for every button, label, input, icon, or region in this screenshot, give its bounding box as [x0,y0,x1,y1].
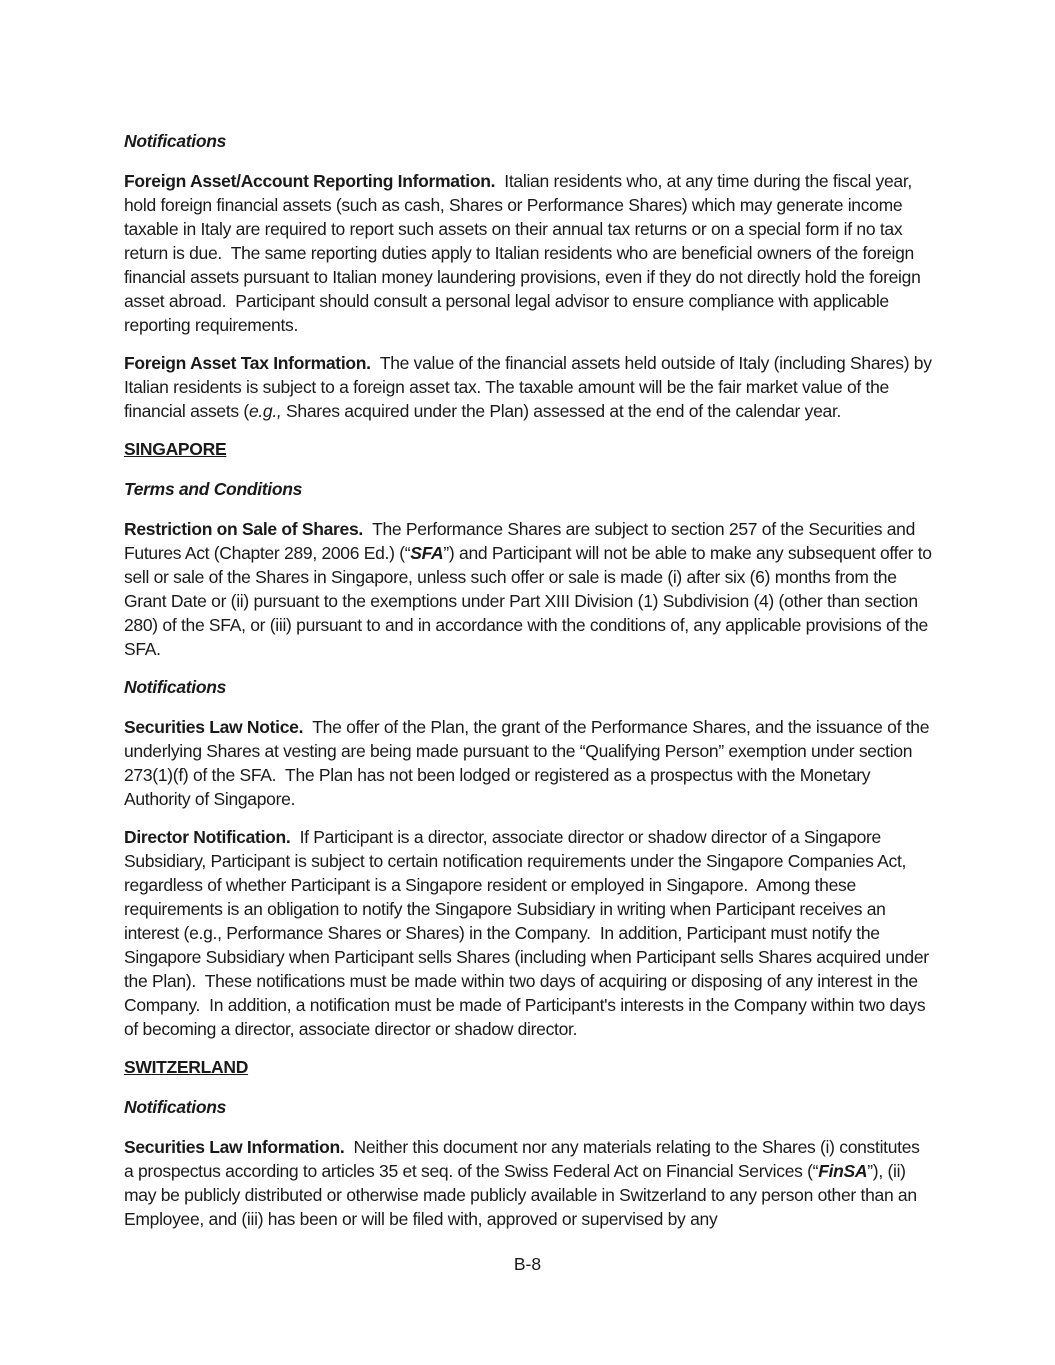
paragraph-lead-in: Foreign Asset Tax Information. [124,353,380,373]
text-run: Shares acquired under the Plan) assessed at the end of the calendar year. [281,401,842,421]
section-subheading: Notifications [124,677,227,697]
document-content [124,129,937,1231]
text-run: SFA [410,543,444,563]
paragraph-lead-in: Securities Law Information. [124,1137,354,1157]
text-run: The Performance Shares are subject to section 257 of the Securities and Futures Act (Chapter 289, 2006 Ed.) (“ [124,519,920,563]
text-run: e.g., [248,401,282,421]
text-run: If Participant is a director, associate director or shadow director of a Singapore Subsidiary, Participant is subject to certain notification requirements under the Singapore Companies Act, regardless of whether Participant is a Singapore resident or employed in Singapore. Among these requirements is an obligation to notify the Singapore Subsidiary in writing when Participant receives an interest (e.g., Performance Shares or Shares) in the Company. In addition, Participant must notify the Singapore Subsidiary when Participant sells Shares (including when Participant sells Shares acquired under the Plan). These notifications must be made within two days of acquiring or disposing of any interest in the Company. In addition, a notification must be made of Participant's interests in the Company within two days of becoming a director, associate director or shadow director. [124,827,934,1039]
section-subheading: Notifications [124,131,227,151]
paragraph-lead-in: Restriction on Sale of Shares. [124,519,373,539]
text-run: The offer of the Plan, the grant of the Performance Shares, and the issuance of the underlying Shares at vesting are being made pursuant to the “Qualifying Person” exemption under section 273(1)(f) of the SFA. The Plan has not been lodged or registered as a prospectus with the Monetary Authority of Singapore. [124,717,934,809]
text-run: FinSA [818,1161,868,1181]
paragraph [124,517,937,661]
paragraph-lead-in: Foreign Asset/Account Reporting Information. [124,171,505,191]
section-subheading: Notifications [124,1097,227,1117]
page-number: B-8 [513,1254,542,1274]
paragraph [124,825,932,1041]
paragraph [124,351,937,423]
paragraph-lead-in: Director Notification. [124,827,300,847]
country-heading: SINGAPORE [124,439,227,459]
paragraph [124,1135,932,1231]
text-run: The value of the financial assets held outside of Italy (including Shares) by Italian residents is subject to a foreign asset tax. The taxable amount will be the fair market value of the financial assets ( [124,353,937,421]
text-run: Italian residents who, at any time during the fiscal year, hold foreign financial assets (such as cash, Shares or Performance Shares) which may generate income taxable in Italy are required to report such assets on their annual tax returns or on a special form if no tax return is due. The same reporting duties apply to Italian residents who are beneficial owners of the foreign financial assets pursuant to Italian money laundering provisions, even if they do not directly hold the foreign asset abroad. Participant should consult a personal legal advisor to ensure compliance with applicable reporting requirements. [124,171,926,335]
text-run: ”), (ii) may be publicly distributed or otherwise made publicly available in Switzerland to any person other than an Employee, and (iii) has been or will be filed with, approved or supervised by any [124,1161,922,1229]
paragraph [124,715,932,811]
text-run: ”) and Participant will not be able to make any subsequent offer to sell or sale of the Shares in Singapore, unless such offer or sale is made (i) after six (6) months from the Grant Date or (ii) pursuant to the exemptions under Part XIII Division (1) Subdivision (4) (other than section 280) of the SFA, or (iii) pursuant to and in accordance with the conditions of, any applicable provisions of the SFA. [124,543,937,659]
country-heading: SWITZERLAND [124,1057,249,1077]
text-run: Neither this document nor any materials relating to the Shares (i) constitutes a prospectus according to articles 35 et seq. of the Swiss Federal Act on Financial Services (“ [124,1137,925,1181]
paragraph-lead-in: Securities Law Notice. [124,717,313,737]
section-subheading: Terms and Conditions [124,479,303,499]
paragraph [124,169,932,337]
page-footer [0,1252,1055,1276]
